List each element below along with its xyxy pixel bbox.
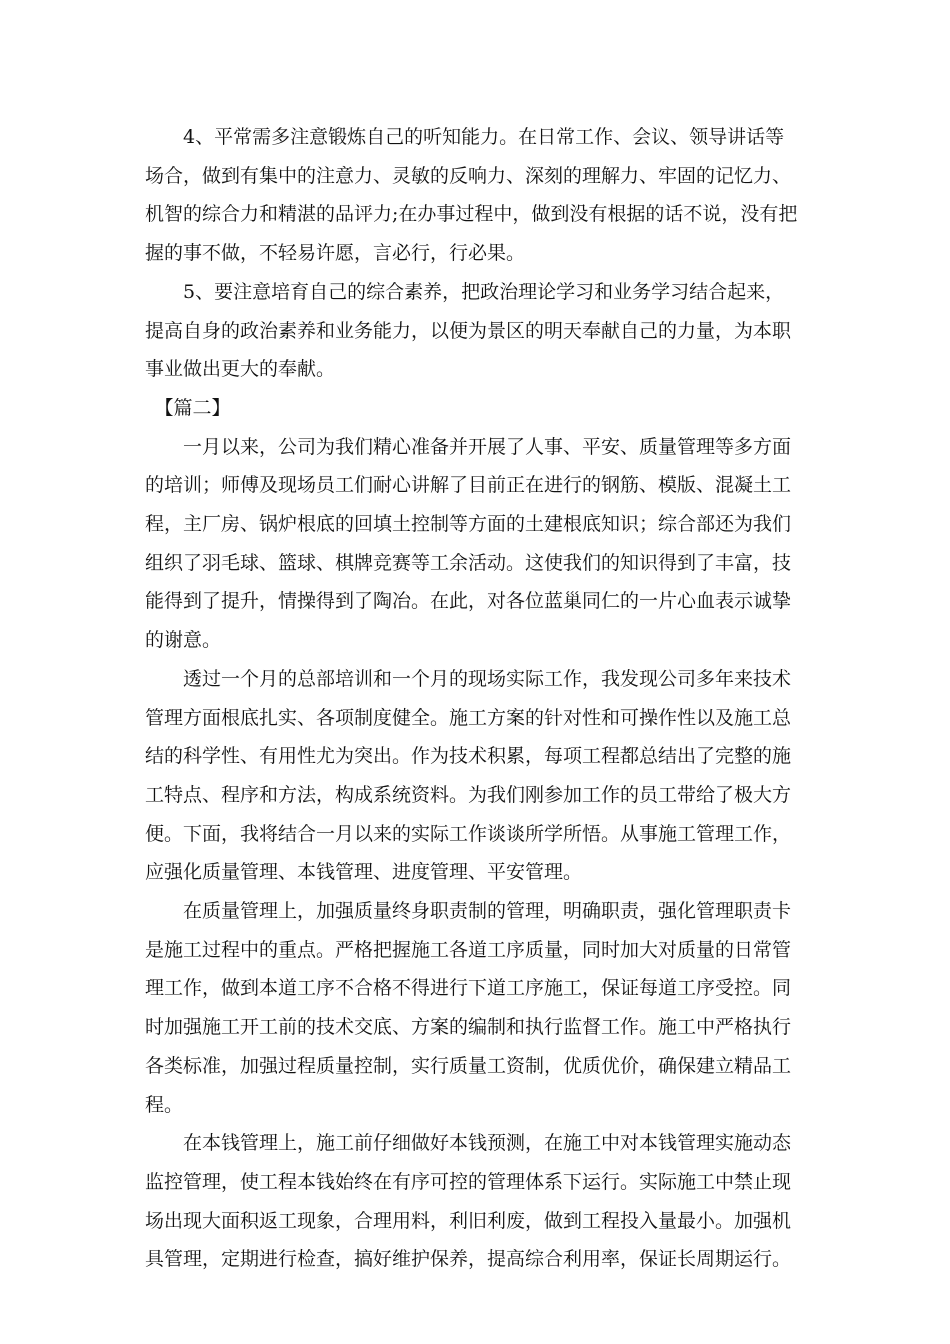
paragraph-cost-management: 在本钱管理上，施工前仔细做好本钱预测，在施工中对本钱管理实施动态 监控管理，使工程本钱始终在有序可控的管理体系下运行。实际施工中禁止现 场出现大面积返工现象，合理用料，利旧利废，做到工程投入量最小。加强机 具管理，定期进行检查，搞好维护保养，提高综合利用率，保证长周期运行。 <box>145 1132 792 1271</box>
paragraph-technical-management: 透过一个月的总部培训和一个月的现场实际工作，我发现公司多年来技术 管理方面根底扎实、各项制度健全。施工方案的针对性和可操作性以及施工总 结的科学性、有用性尤为突出。作为技术积累，每项工程都总结出了完整的施 工特点、程序和方法，构成系统资料。为我们刚参加工作的员工带给了极大方 便。下面，我将结合一月以来的实际工作谈谈所学所悟。从事施工管理工作， 应强化质量管理、本钱管理、进度管理、平安管理。 <box>145 667 792 884</box>
paragraph-item-5: 5、要注意培育自己的综合素养，把政治理论学习和业务学习结合起来， 提高自身的政治素养和业务能力，以便为景区的明天奉献自己的力量，为本职 事业做出更大的奉献。 <box>145 280 792 381</box>
document-page <box>145 118 807 1279</box>
paragraph-quality-management: 在质量管理上，加强质量终身职责制的管理，明确职责，强化管理职责卡 是施工过程中的重点。严格把握施工各道工序质量，同时加大对质量的日常管 理工作，做到本道工序不合格不得进行下道工序施工，保证每道工序受控。同 时加强施工开工前的技术交底、方案的编制和执行监督工作。施工中严格执行 各类标准，加强过程质量控制，实行质量工资制，优质优价，确保建立精品工 程。 <box>145 900 792 1116</box>
paragraph-training-summary: 一月以来，公司为我们精心准备并开展了人事、平安、质量管理等多方面 的培训；师傅及现场员工们耐心讲解了目前正在进行的钢筋、模版、混凝土工 程，主厂房、锅炉根底的回填土控制等方面的土建根底知识；综合部还为我们 组织了羽毛球、篮球、棋牌竞赛等工余活动。这使我们的知识得到了丰富，技 能得到了提升，情操得到了陶冶。在此，对各位蓝巢同仁的一片心血表示诚挚 的谢意。 <box>145 435 792 652</box>
paragraph-item-4: 4、平常需多注意锻炼自己的听知能力。在日常工作、会议、领导讲话等 场合，做到有集中的注意力、灵敏的反响力、深刻的理解力、牢固的记忆力、 机智的综合力和精湛的品评力;在办事过程中，做到没有根据的话不说，没有把 握的事不做，不轻易许愿，言必行，行必果。 <box>145 126 798 265</box>
section-heading: 【篇二】 <box>154 396 231 419</box>
